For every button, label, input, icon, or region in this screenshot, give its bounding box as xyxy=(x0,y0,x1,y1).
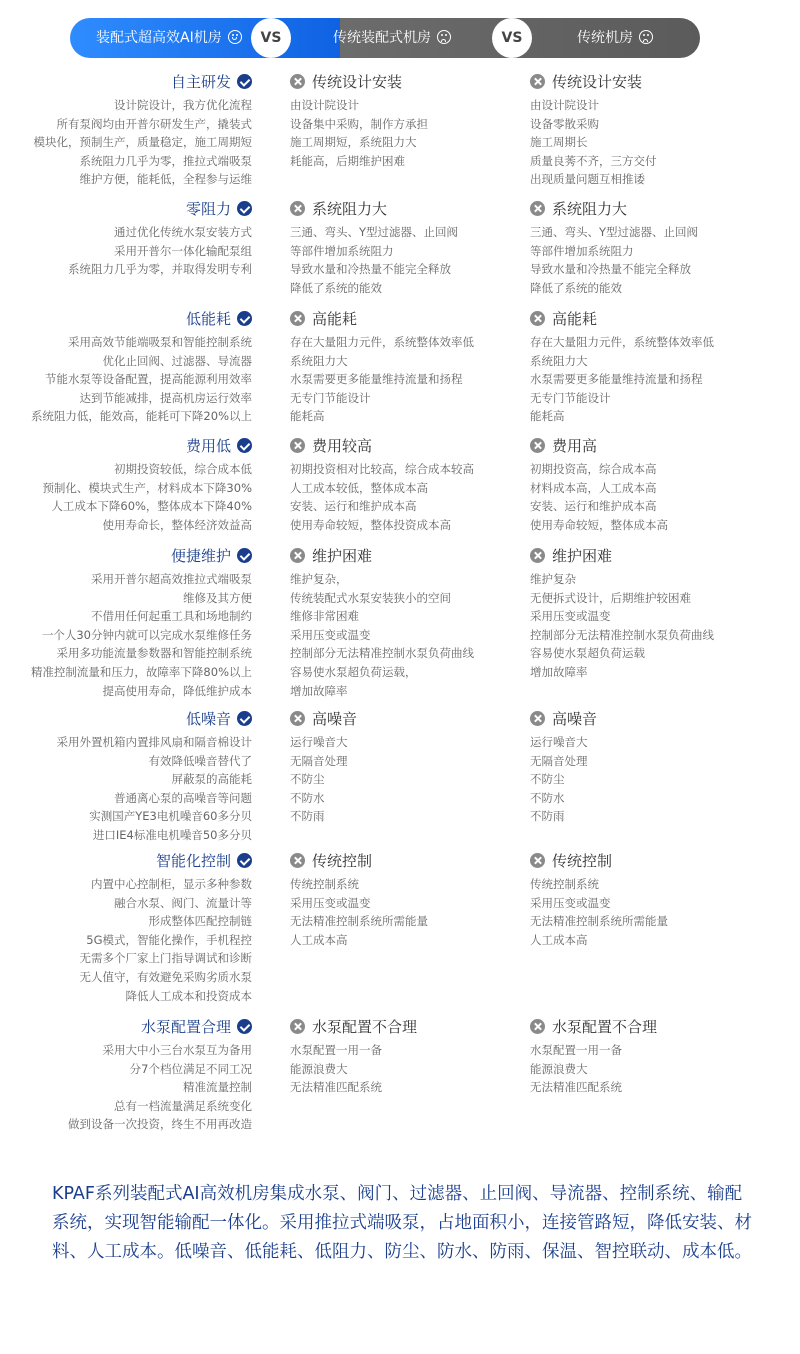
title-text: 高能耗 xyxy=(552,310,598,328)
description-line: 控制部分无法精准控制水泵负荷曲线 xyxy=(290,646,474,661)
compare-title xyxy=(290,851,530,871)
feature-title xyxy=(0,546,252,566)
ai-room-column xyxy=(0,546,252,700)
description-lines xyxy=(290,333,530,426)
description-line: 不防雨 xyxy=(290,809,325,824)
description-line: 系统阻力大 xyxy=(290,353,348,368)
description-lines xyxy=(0,875,252,1005)
description-line: 采用开普尔超高效推拉式端吸泵 xyxy=(91,572,252,586)
description-line: 采用压变或温变 xyxy=(530,609,611,624)
traditional-prefab-column xyxy=(290,1017,530,1097)
description-line: 不防水 xyxy=(290,790,325,805)
description-line: 能耗高 xyxy=(290,409,325,424)
description-line: 容易使水泵超负荷运载， xyxy=(290,664,417,679)
description-lines xyxy=(290,875,530,949)
compare-title xyxy=(530,709,790,729)
description-line: 无法精准控制系统所需能量 xyxy=(290,914,428,929)
description-line: 无法精准匹配系统 xyxy=(530,1080,622,1095)
description-lines xyxy=(290,733,530,826)
description-line: 采用大中小三台水泵互为备用 xyxy=(102,1043,252,1057)
description-line: 无需多个厂家上门指导调试和诊断 xyxy=(79,951,252,966)
description-line: 人工成本较低，整体成本高 xyxy=(290,480,428,495)
description-lines xyxy=(530,223,790,297)
description-line: 由设计院设计 xyxy=(290,98,359,112)
title-text: 零阻力 xyxy=(185,200,231,218)
traditional-room-column xyxy=(530,1017,790,1097)
title-text: 传统控制 xyxy=(312,852,373,870)
description-lines xyxy=(290,570,530,700)
check-circle-icon xyxy=(237,853,252,868)
traditional-room-column xyxy=(530,709,790,826)
x-circle-icon xyxy=(530,853,545,868)
title-text: 水泵配置不合理 xyxy=(312,1018,418,1036)
description-line: 维护复杂， xyxy=(290,572,348,586)
description-line: 系统阻力大 xyxy=(530,353,588,368)
traditional-room-column xyxy=(530,199,790,297)
description-line: 导致水量和冷热量不能完全释放 xyxy=(530,262,691,277)
traditional-prefab-column xyxy=(290,199,530,297)
description-line: 材料成本高，人工成本高 xyxy=(530,480,657,495)
x-circle-icon xyxy=(290,201,305,216)
description-line: 进口IE4标准电机噪音50多分贝 xyxy=(92,827,252,842)
description-line: 安装、运行和维护成本高 xyxy=(530,499,657,514)
description-line: 不防尘 xyxy=(530,772,565,787)
compare-title xyxy=(290,436,530,456)
title-text: 高噪音 xyxy=(312,710,358,728)
description-line: 使用寿命较短，整体成本高 xyxy=(530,517,668,532)
description-line: 有效降低噪音替代了 xyxy=(148,753,252,768)
header-right-label: 传统机房 xyxy=(577,18,653,58)
description-line: 维修非常困难 xyxy=(290,609,359,624)
description-line: 初期投资高，综合成本高 xyxy=(530,462,657,476)
description-lines xyxy=(290,1041,530,1097)
x-circle-icon xyxy=(530,74,545,89)
check-circle-icon xyxy=(237,311,252,326)
ai-room-column xyxy=(0,851,252,1005)
sad-icon xyxy=(639,30,653,44)
compare-title xyxy=(530,199,790,219)
traditional-prefab-column xyxy=(290,709,530,826)
description-line: 初期投资较低，综合成本低 xyxy=(114,462,252,476)
ai-room-column xyxy=(0,199,252,279)
description-lines xyxy=(0,460,252,534)
traditional-room-column xyxy=(530,309,790,426)
compare-title xyxy=(530,1017,790,1037)
description-line: 能源浪费大 xyxy=(530,1061,588,1076)
title-text: 传统控制 xyxy=(552,852,613,870)
description-line: 5G模式，智能化操作，手机程控 xyxy=(86,932,252,947)
title-text: 费用低 xyxy=(185,437,231,455)
title-text: 费用较高 xyxy=(312,437,373,455)
description-lines xyxy=(530,875,790,949)
x-circle-icon xyxy=(290,74,305,89)
description-line: 导致水量和冷热量不能完全释放 xyxy=(290,262,451,277)
title-text: 智能化控制 xyxy=(155,852,231,870)
description-line: 优化止回阀、过滤器、导流器 xyxy=(102,353,252,368)
title-text: 费用高 xyxy=(552,437,598,455)
compare-title xyxy=(530,436,790,456)
traditional-prefab-column xyxy=(290,436,530,534)
ai-room-column xyxy=(0,709,252,845)
description-line: 无人值守，有效避免采购劣质水泵 xyxy=(79,969,252,984)
title-text: 系统阻力大 xyxy=(312,200,388,218)
description-line: 施工周期长 xyxy=(530,135,588,150)
description-line: 采用压变或温变 xyxy=(290,627,371,642)
feature-title xyxy=(0,1017,252,1037)
title-text: 便捷维护 xyxy=(170,547,231,565)
description-line: 人工成本高 xyxy=(530,932,588,947)
x-circle-icon xyxy=(530,711,545,726)
compare-title xyxy=(530,309,790,329)
description-line: 融合水泵、阀门、流量计等 xyxy=(114,895,252,910)
description-line: 出现质量问题互相推诿 xyxy=(530,172,645,187)
feature-title xyxy=(0,851,252,871)
traditional-room-column xyxy=(530,851,790,949)
traditional-prefab-column xyxy=(290,546,530,700)
header-mid-label: 传统装配式机房 xyxy=(333,18,451,58)
description-line: 系统阻力几乎为零，并取得发明专利 xyxy=(68,262,252,277)
description-lines xyxy=(0,1041,252,1134)
compare-title xyxy=(530,851,790,871)
description-line: 三通、弯头、Y型过滤器、止回阀 xyxy=(290,225,459,239)
description-line: 精准流量控制 xyxy=(183,1080,252,1095)
description-line: 无隔音处理 xyxy=(290,753,348,768)
description-line: 存在大量阻力元件，系统整体效率低 xyxy=(530,335,714,349)
description-line: 运行噪音大 xyxy=(290,735,348,749)
description-line: 设备集中采购，制作方承担 xyxy=(290,116,428,131)
description-line: 内置中心控制柜，显示多种参数 xyxy=(91,877,252,891)
check-circle-icon xyxy=(237,1019,252,1034)
traditional-prefab-column xyxy=(290,72,530,170)
description-line: 达到节能减排，提高机房运行效率 xyxy=(79,390,252,405)
description-line: 预制化、模块式生产，材料成本下降30% xyxy=(42,480,252,495)
description-line: 不防水 xyxy=(530,790,565,805)
description-line: 增加故障率 xyxy=(530,664,588,679)
description-line: 水泵需要更多能量维持流量和扬程 xyxy=(290,372,463,387)
description-line: 维护方便，能耗低，全程参与运维 xyxy=(79,172,252,187)
x-circle-icon xyxy=(290,311,305,326)
description-line: 增加故障率 xyxy=(290,683,348,698)
description-line: 传统控制系统 xyxy=(290,877,359,891)
description-lines xyxy=(290,460,530,534)
title-text: 系统阻力大 xyxy=(552,200,628,218)
description-line: 系统阻力低，能效高，能耗可下降20%以上 xyxy=(30,409,252,424)
vs-badge-1: VS xyxy=(251,18,291,58)
compare-title xyxy=(290,709,530,729)
description-line: 水泵需要更多能量维持流量和扬程 xyxy=(530,372,703,387)
description-line: 无法精准控制系统所需能量 xyxy=(530,914,668,929)
description-line: 分7个档位满足不同工况 xyxy=(129,1061,252,1076)
x-circle-icon xyxy=(530,201,545,216)
x-circle-icon xyxy=(530,311,545,326)
check-circle-icon xyxy=(237,201,252,216)
description-line: 使用寿命较短，整体投资成本高 xyxy=(290,517,451,532)
description-line: 所有泵阀均由开普尔研发生产，撬装式 xyxy=(56,116,252,131)
description-lines xyxy=(290,223,530,297)
description-line: 施工周期短，系统阻力大 xyxy=(290,135,417,150)
title-text: 低能耗 xyxy=(185,310,231,328)
description-line: 设计院设计，我方优化流程 xyxy=(114,98,252,112)
description-line: 控制部分无法精准控制水泵负荷曲线 xyxy=(530,627,714,642)
footer-summary: KPAF系列装配式AI高效机房集成水泵、阀门、过滤器、止回阀、导流器、控制系统、输配系统，实现智能输配一体化。采用推拉式端吸泵，占地面积小，连接管路短，降低安装、材料、人工成本。低噪音、低能耗、低阻力、防尘、防水、防雨、保温、智控联动、成本低。 xyxy=(52,1184,752,1262)
description-line: 水泵配置一用一备 xyxy=(530,1043,622,1057)
description-line: 普通离心泵的高噪音等问题 xyxy=(114,790,252,805)
description-lines xyxy=(0,223,252,279)
sad-icon xyxy=(437,30,451,44)
description-line: 运行噪音大 xyxy=(530,735,588,749)
description-lines xyxy=(0,96,252,189)
description-line: 降低人工成本和投资成本 xyxy=(125,988,252,1003)
smile-icon xyxy=(228,30,242,44)
feature-title xyxy=(0,199,252,219)
description-line: 无隔音处理 xyxy=(530,753,588,768)
description-line: 提高使用寿命，降低维护成本 xyxy=(102,683,252,698)
description-line: 屏蔽泵的高能耗 xyxy=(171,772,252,787)
title-text: 水泵配置不合理 xyxy=(552,1018,658,1036)
description-line: 维修及其方便 xyxy=(183,590,252,605)
description-line: 质量良莠不齐，三方交付 xyxy=(530,153,657,168)
compare-title xyxy=(290,199,530,219)
feature-title xyxy=(0,309,252,329)
description-line: 由设计院设计 xyxy=(530,98,599,112)
description-line: 安装、运行和维护成本高 xyxy=(290,499,417,514)
description-line: 做到设备一次投资，终生不用再改造 xyxy=(68,1117,252,1132)
title-text: 低噪音 xyxy=(185,710,231,728)
description-line: 能耗高 xyxy=(530,409,565,424)
description-line: 不防尘 xyxy=(290,772,325,787)
description-line: 耗能高，后期维护困难 xyxy=(290,153,405,168)
description-line: 实测国产YE3电机噪音60多分贝 xyxy=(89,809,252,824)
description-line: 降低了系统的能效 xyxy=(290,280,382,295)
description-lines xyxy=(530,460,790,534)
traditional-room-column xyxy=(530,436,790,534)
description-line: 等部件增加系统阻力 xyxy=(290,243,394,258)
check-circle-icon xyxy=(237,548,252,563)
description-line: 容易使水泵超负荷运载 xyxy=(530,646,645,661)
description-line: 系统阻力几乎为零，推拉式端吸泵 xyxy=(79,153,252,168)
x-circle-icon xyxy=(530,438,545,453)
description-line: 无专门节能设计 xyxy=(530,390,611,405)
description-line: 传统装配式水泵安装狭小的空间 xyxy=(290,590,451,605)
title-text: 高能耗 xyxy=(312,310,358,328)
traditional-room-column xyxy=(530,546,790,682)
title-text: 自主研发 xyxy=(170,73,231,91)
description-line: 采用多功能流量参数器和智能控制系统 xyxy=(56,646,252,661)
description-line: 总有一档流量满足系统变化 xyxy=(114,1098,252,1113)
description-line: 使用寿命长，整体经济效益高 xyxy=(102,517,252,532)
ai-room-column xyxy=(0,309,252,426)
title-text: 水泵配置合理 xyxy=(140,1018,231,1036)
description-line: 采用外置机箱内置排风扇和隔音棉设计 xyxy=(56,735,252,749)
description-lines xyxy=(530,96,790,189)
description-lines xyxy=(530,733,790,826)
description-lines xyxy=(290,96,530,170)
compare-title xyxy=(530,72,790,92)
description-line: 精准控制流量和压力，故障率下降80%以上 xyxy=(30,664,252,679)
x-circle-icon xyxy=(290,438,305,453)
description-line: 采用高效节能端吸泵和智能控制系统 xyxy=(68,335,252,349)
compare-title xyxy=(290,1017,530,1037)
comparison-header xyxy=(70,18,700,58)
description-lines xyxy=(0,570,252,700)
description-lines xyxy=(530,570,790,682)
description-line: 等部件增加系统阻力 xyxy=(530,243,634,258)
ai-room-column xyxy=(0,1017,252,1134)
traditional-prefab-column xyxy=(290,309,530,426)
description-line: 三通、弯头、Y型过滤器、止回阀 xyxy=(530,225,699,239)
check-circle-icon xyxy=(237,74,252,89)
title-text: 维护困难 xyxy=(552,547,613,565)
description-line: 节能水泵等设备配置，提高能源利用效率 xyxy=(45,372,252,387)
description-line: 降低了系统的能效 xyxy=(530,280,622,295)
description-line: 采用压变或温变 xyxy=(530,895,611,910)
x-circle-icon xyxy=(290,711,305,726)
description-line: 存在大量阻力元件，系统整体效率低 xyxy=(290,335,474,349)
feature-title xyxy=(0,436,252,456)
description-line: 采用开普尔一体化输配泵组 xyxy=(114,243,252,258)
description-line: 能源浪费大 xyxy=(290,1061,348,1076)
description-line: 一个人30分钟内就可以完成水泵维修任务 xyxy=(41,627,252,642)
compare-title xyxy=(290,546,530,566)
description-line: 人工成本下降60%，整体成本下降40% xyxy=(51,499,252,514)
description-line: 传统控制系统 xyxy=(530,877,599,891)
x-circle-icon xyxy=(290,1019,305,1034)
description-line: 无法精准匹配系统 xyxy=(290,1080,382,1095)
description-lines xyxy=(530,333,790,426)
description-line: 模块化，预制生产，质量稳定，施工周期短 xyxy=(33,135,252,150)
traditional-prefab-column xyxy=(290,851,530,949)
ai-room-column xyxy=(0,72,252,189)
x-circle-icon xyxy=(530,1019,545,1034)
feature-title xyxy=(0,72,252,92)
description-line: 不借用任何起重工具和场地制约 xyxy=(91,609,252,624)
description-line: 人工成本高 xyxy=(290,932,348,947)
description-line: 无便拆式设计，后期维护较困难 xyxy=(530,590,691,605)
description-lines xyxy=(0,333,252,426)
title-text: 传统设计安装 xyxy=(552,73,643,91)
header-left-label: 装配式超高效AI机房 xyxy=(96,18,242,58)
title-text: 维护困难 xyxy=(312,547,373,565)
title-text: 传统设计安装 xyxy=(312,73,403,91)
title-text: 高噪音 xyxy=(552,710,598,728)
description-line: 初期投资相对比较高，综合成本较高 xyxy=(290,462,474,476)
ai-room-column xyxy=(0,436,252,534)
x-circle-icon xyxy=(290,853,305,868)
x-circle-icon xyxy=(290,548,305,563)
description-line: 维护复杂 xyxy=(530,572,576,586)
compare-title xyxy=(290,309,530,329)
traditional-room-column xyxy=(530,72,790,189)
description-line: 不防雨 xyxy=(530,809,565,824)
description-line: 形成整体匹配控制链 xyxy=(148,914,252,929)
description-lines xyxy=(0,733,252,845)
check-circle-icon xyxy=(237,438,252,453)
description-line: 通过优化传统水泵安装方式 xyxy=(114,225,252,239)
description-line: 设备零散采购 xyxy=(530,116,599,131)
vs-badge-2: VS xyxy=(492,18,532,58)
compare-title xyxy=(290,72,530,92)
description-line: 采用压变或温变 xyxy=(290,895,371,910)
feature-title xyxy=(0,709,252,729)
description-lines xyxy=(530,1041,790,1097)
x-circle-icon xyxy=(530,548,545,563)
compare-title xyxy=(530,546,790,566)
description-line: 水泵配置一用一备 xyxy=(290,1043,382,1057)
description-line: 无专门节能设计 xyxy=(290,390,371,405)
check-circle-icon xyxy=(237,711,252,726)
